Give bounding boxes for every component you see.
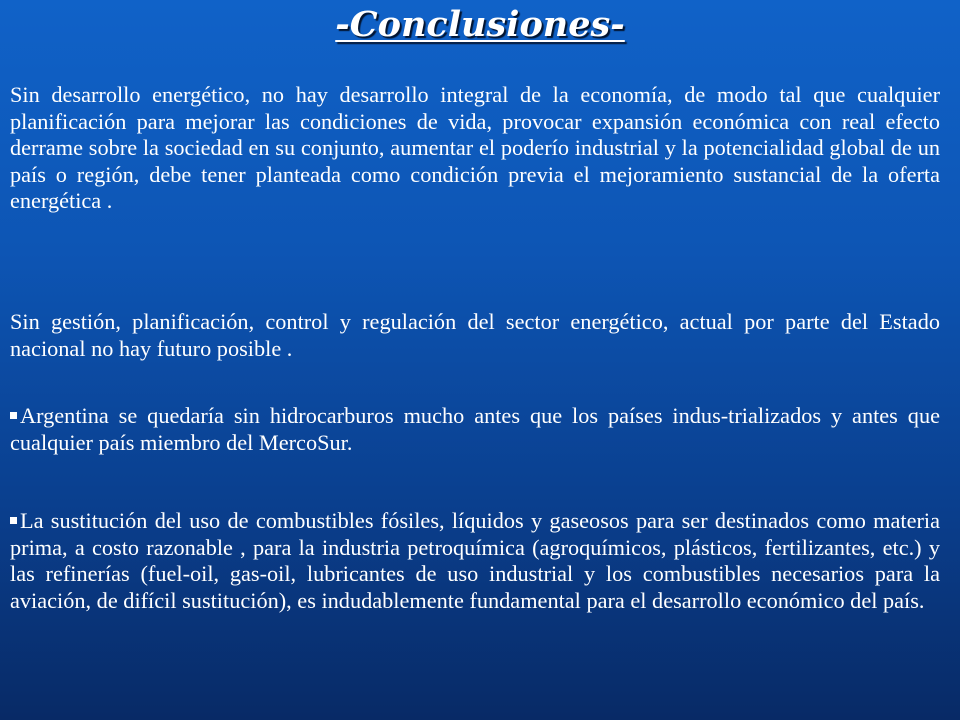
square-bullet-icon <box>10 517 17 524</box>
paragraph-energy-development: Sin desarrollo energético, no hay desarrollo integral de la economía, de modo tal que cualquier planificación para mejorar las condiciones de vida, provocar expansión económica con real efecto derrame sobre la sociedad en su conjunto, aumentar el poderío industrial y la potencialidad global de un país o región, debe tener planteada como condición previa el mejoramiento sustancial de la oferta energética . <box>10 82 940 213</box>
bullet-item-argentina <box>10 403 940 456</box>
bullet-text-substitution: La sustitución del uso de combustibles fósiles, líquidos y gaseosos para ser destinados como materia prima, a costo razonable , para la industria petroquímica (agroquímicos, plásticos, fertilizantes, etc.) y las refinerías (fuel-oil, gas-oil, lubricantes de uso industrial y los combustibles necesarios para la aviación, de difícil sustitución), es indudablemente fundamental para el desarrollo económico del país. <box>10 508 940 613</box>
square-bullet-icon <box>10 412 17 419</box>
bullet-item-substitution <box>10 508 940 614</box>
bullet-text-argentina: Argentina se quedaría sin hidrocarburos mucho antes que los países indus-trializados y antes que cualquier país miembro del MercoSur. <box>10 403 940 455</box>
slide-title: -Conclusiones- <box>335 4 625 45</box>
paragraph-state-management: Sin gestión, planificación, control y regulación del sector energético, actual por parte del Estado nacional no hay futuro posible . <box>10 309 940 361</box>
